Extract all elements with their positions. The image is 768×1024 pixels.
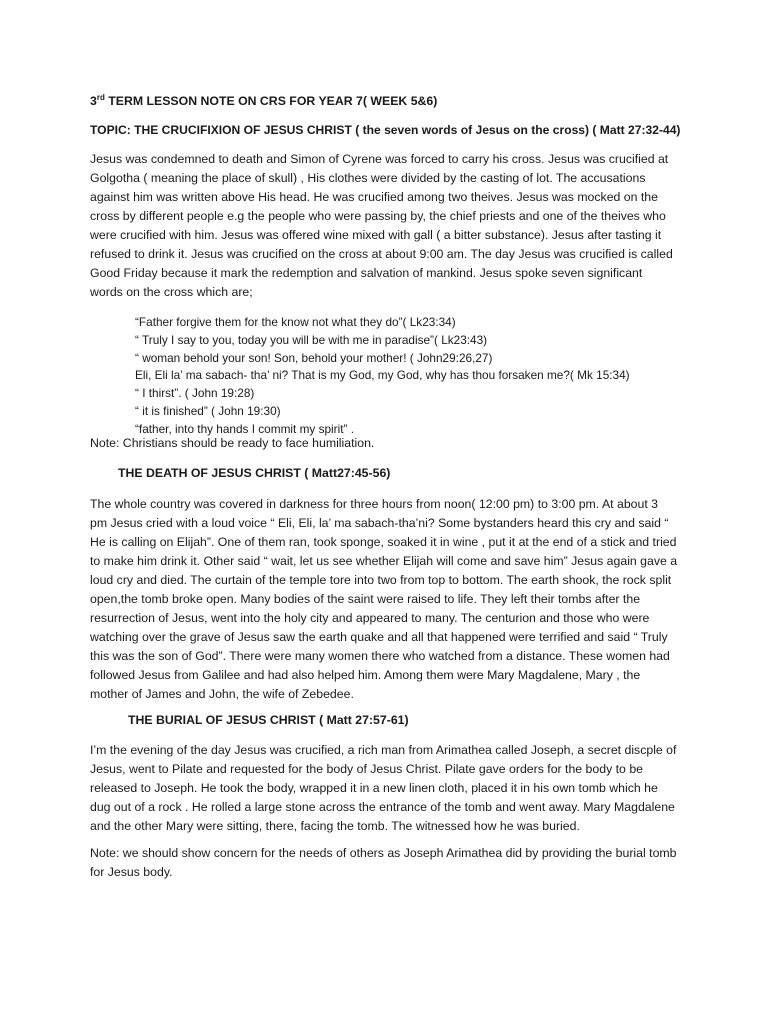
crucifixion-paragraph: Jesus was condemned to death and Simon of Cyrene was forced to carry his cross. Jesus was crucified at Golgotha ( meaning the place of skull) , His clothes were divided by the casting of lot. The accusations against him was written above His head. He was crucified among two theives. Jesus was mocked on the cross by different people e.g the people who were passing by, the chief priests and one of the theives who were crucified with him. Jesus was offered wine mixed with gall ( a bitter substance). Jesus after tasting it refused to drink it. Jesus was crucified on the cross at about 9:00 am. The day Jesus was crucified is called Good Friday because it mark the redemption and salvation of mankind. Jesus spoke seven significant words on the cross which are; bbox=[90, 152, 673, 299]
seven-words-item: “ it is finished” ( John 19:30) bbox=[135, 403, 281, 418]
death-paragraph: The whole country was covered in darkness for three hours from noon( 12:00 pm) to 3:00 pm. At about 3 pm Jesus cried with a loud voice “ Eli, Eli, la’ ma sabach-tha’ni? Some bystanders heard this cry and said “ He is calling on Elijah”. One of them ran, took sponge, soaked it in wine , put it at the end of a stick and tried to make him drink it. Other said “ wait, let us see whether Elijah will come and save him” Jesus again gave a loud cry and died. The curtain of the temple tore into two from top to bottom. The earth shook, the rock split open,the tomb broke open. Many bodies of the saint were raised to life. They left their tombs after the resurrection of Jesus, went into the holy city and appeared to many. The centurion and those who were watching over the grave of Jesus saw the earth quake and all that happened were terrified and said “ Truly this was the son of God”. There were many women there who watched from a distance. These women had followed Jesus from Galilee and had also helped him. Among them were Mary Magdalene, Mary , the mother of James and John, the wife of Zebedee. bbox=[90, 497, 678, 701]
title-text: TERM LESSON NOTE ON CRS FOR YEAR 7( WEEK 5&6) bbox=[104, 94, 438, 108]
topic-heading: TOPIC: THE CRUCIFIXION OF JESUS CHRIST ( the seven words of Jesus on the cross) ( Matt 27:32-44) bbox=[90, 123, 681, 137]
seven-words-item: “father, into thy hands I commit my spirit” . bbox=[135, 421, 354, 436]
seven-words-item: “Father forgive them for the know not what they do”( Lk23:34) bbox=[135, 315, 456, 329]
lesson-title bbox=[90, 94, 437, 108]
death-heading: THE DEATH OF JESUS CHRIST ( Matt27:45-56) bbox=[118, 466, 391, 480]
burial-note: Note: we should show concern for the needs of others as Joseph Arimathea did by providing the burial tomb for Jesus body. bbox=[90, 846, 677, 879]
humiliation-note: Note: Christians should be ready to face humiliation. bbox=[90, 436, 375, 450]
seven-words-item: “ Truly I say to you, today you will be with me in paradise”( Lk23:43) bbox=[135, 332, 488, 347]
burial-paragraph: I’m the evening of the day Jesus was crucified, a rich man from Arimathea called Joseph, a secret discple of Jesus, went to Pilate and requested for the body of Jesus Christ. Pilate gave orders for the body to be released to Joseph. He took the body, wrapped it in a new linen cloth, placed it in his own tomb which he dug out of a rock . He rolled a large stone across the entrance of the tomb and went away. Mary Magdalene and the other Mary were sitting, there, facing the tomb. The witnessed how he was buried. bbox=[90, 743, 677, 833]
seven-words-list bbox=[135, 314, 630, 439]
burial-heading: THE BURIAL OF JESUS CHRIST ( Matt 27:57-61) bbox=[128, 713, 409, 727]
seven-words-item: “ I thirst”. ( John 19:28) bbox=[135, 386, 255, 401]
seven-words-item: Eli, Eli la’ ma sabach- tha’ ni? That is my God, my God, why has thou forsaken me?( Mk 15:34) bbox=[135, 368, 630, 383]
title-number: 3 bbox=[90, 94, 97, 108]
seven-words-item: “ woman behold your son! Son, behold your mother! ( John29:26,27) bbox=[135, 350, 493, 365]
title-ordinal-suffix: rd bbox=[96, 92, 105, 102]
